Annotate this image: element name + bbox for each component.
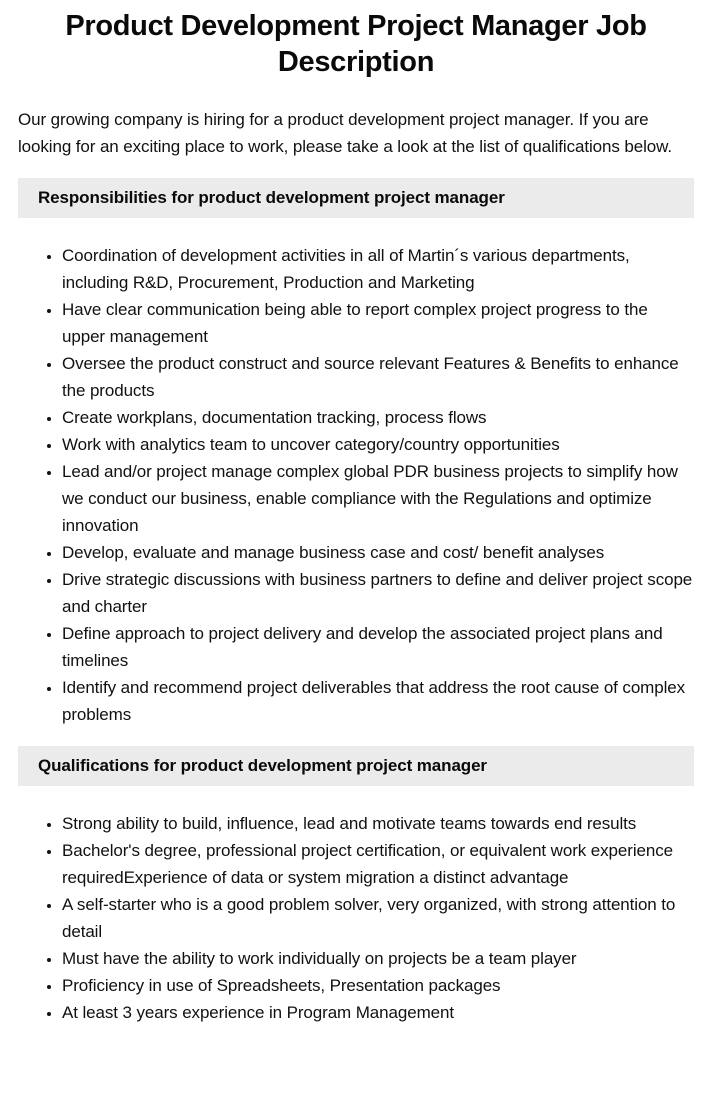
list-item: • Drive strategic discussions with business partners to define and deliver project scope and charter <box>62 566 694 620</box>
list-item: • Must have the ability to work individually on projects be a team player <box>62 945 694 972</box>
list-item: • A self-starter who is a good problem solver, very organized, with strong attention to detail <box>62 891 694 945</box>
responsibilities-section-heading: Responsibilities for product development project manager <box>18 178 694 218</box>
responsibilities-list <box>18 242 694 728</box>
list-item: • Develop, evaluate and manage business case and cost/ benefit analyses <box>62 539 694 566</box>
qualifications-list <box>18 810 694 1026</box>
list-item: • Coordination of development activities in all of Martin´s various departments, including R&D, Procurement, Production and Marketing <box>62 242 694 296</box>
intro-paragraph: Our growing company is hiring for a product development project manager. If you are looking for an exciting place to work, please take a look at the list of qualifications below. <box>18 110 672 156</box>
list-item: • Lead and/or project manage complex global PDR business projects to simplify how we conduct our business, enable compliance with the Regulations and optimize innovation <box>62 458 694 539</box>
page-title: Product Development Project Manager Job Description <box>65 10 647 78</box>
list-item: • At least 3 years experience in Program Management <box>62 999 694 1026</box>
list-item: • Define approach to project delivery and develop the associated project plans and timelines <box>62 620 694 674</box>
list-item: • Work with analytics team to uncover category/country opportunities <box>62 431 694 458</box>
list-item: • Create workplans, documentation tracking, process flows <box>62 404 694 431</box>
responsibilities-section <box>18 178 694 728</box>
list-item: • Strong ability to build, influence, lead and motivate teams towards end results <box>62 810 694 837</box>
list-item: • Bachelor's degree, professional project certification, or equivalent work experience requiredExperience of data or system migration a distinct advantage <box>62 837 694 891</box>
qualifications-section-heading: Qualifications for product development project manager <box>18 746 694 786</box>
list-item: • Proficiency in use of Spreadsheets, Presentation packages <box>62 972 694 999</box>
list-item: • Have clear communication being able to report complex project progress to the upper management <box>62 296 694 350</box>
list-item: • Oversee the product construct and source relevant Features & Benefits to enhance the products <box>62 350 694 404</box>
qualifications-section <box>18 746 694 1026</box>
list-item: • Identify and recommend project deliverables that address the root cause of complex problems <box>62 674 694 728</box>
